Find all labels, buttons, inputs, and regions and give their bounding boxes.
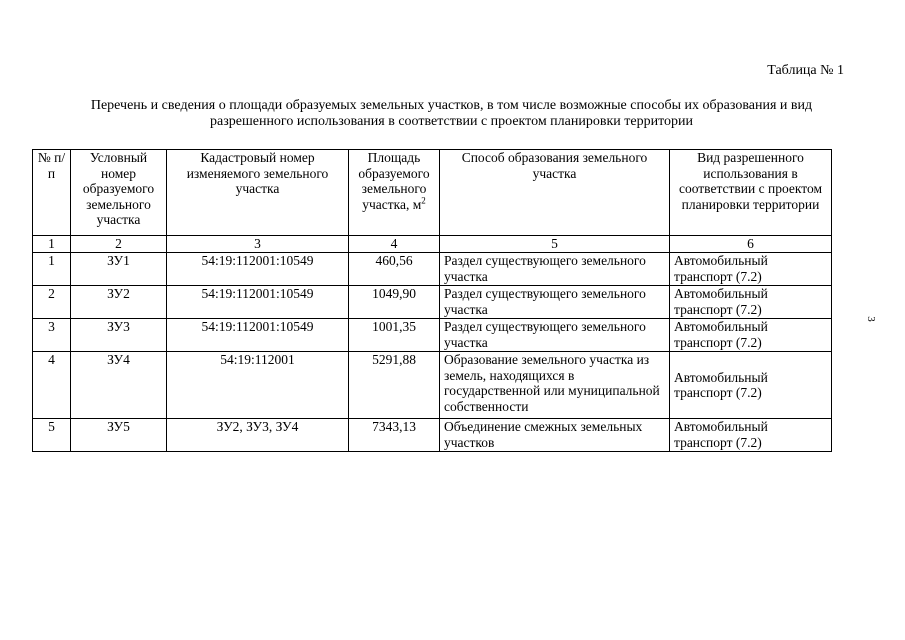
- table-row: [33, 286, 832, 319]
- plot-id: ЗУ1: [71, 253, 167, 286]
- cadastral-number: 54:19:112001:10549: [167, 253, 349, 286]
- formation-method: Раздел существующего земельного участка: [440, 319, 670, 352]
- plot-area: 7343,13: [349, 419, 440, 452]
- table-row: [33, 352, 832, 419]
- column-number: 3: [167, 236, 349, 253]
- header-permitted-use: Вид разрешенного использования в соответствии с проектом планировки территории: [670, 150, 832, 236]
- cadastral-number: ЗУ2, ЗУ3, ЗУ4: [167, 419, 349, 452]
- header-cadastral-number: Кадастровый номер изменяемого земельного участка: [167, 150, 349, 236]
- plot-area: 5291,88: [349, 352, 440, 419]
- plot-area: 460,56: [349, 253, 440, 286]
- row-number: 3: [33, 319, 71, 352]
- plot-id: ЗУ2: [71, 286, 167, 319]
- column-number: 6: [670, 236, 832, 253]
- formation-method: Раздел существующего земельного участка: [440, 253, 670, 286]
- column-number: 5: [440, 236, 670, 253]
- column-number: 2: [71, 236, 167, 253]
- table-row: [33, 253, 832, 286]
- formation-method: Объединение смежных земельных участков: [440, 419, 670, 452]
- plot-area: 1049,90: [349, 286, 440, 319]
- row-number: 5: [33, 419, 71, 452]
- column-number: 1: [33, 236, 71, 253]
- column-number-row: [33, 236, 832, 253]
- table-row: [33, 419, 832, 452]
- row-number: 2: [33, 286, 71, 319]
- header-area-text: Площадь образуемого земельного участка, м: [358, 150, 430, 212]
- formation-method: Образование земельного участка из земель, находящихся в государственной или муниципальной собственности: [440, 352, 670, 419]
- document-heading: [30, 98, 873, 130]
- permitted-use: Автомобильный транспорт (7.2): [670, 319, 832, 352]
- permitted-use: Автомобильный транспорт (7.2): [670, 253, 832, 286]
- row-number: 4: [33, 352, 71, 419]
- cadastral-number: 54:19:112001:10549: [167, 319, 349, 352]
- permitted-use: Автомобильный транспорт (7.2): [670, 419, 832, 452]
- column-number: 4: [349, 236, 440, 253]
- cadastral-number: 54:19:112001: [167, 352, 349, 419]
- table-caption: Таблица № 1: [767, 63, 844, 78]
- header-area-unit-power: 2: [421, 195, 426, 205]
- table-row: [33, 319, 832, 352]
- heading-line-2: разрешенного использования в соответствии с проектом планировки территории: [210, 114, 693, 129]
- plot-area: 1001,35: [349, 319, 440, 352]
- permitted-use: Автомобильный транспорт (7.2): [670, 286, 832, 319]
- header-area: [349, 150, 440, 236]
- permitted-use: Автомобильный транспорт (7.2): [670, 352, 832, 419]
- header-plot-id: Условный номер образуемого земельного участка: [71, 150, 167, 236]
- plot-id: ЗУ5: [71, 419, 167, 452]
- row-number: 1: [33, 253, 71, 286]
- header-number: № п/п: [33, 150, 71, 236]
- plot-id: ЗУ4: [71, 352, 167, 419]
- formation-method: Раздел существующего земельного участка: [440, 286, 670, 319]
- table-header-row: [33, 150, 832, 236]
- plot-id: ЗУ3: [71, 319, 167, 352]
- header-formation-method: Способ образования земельного участка: [440, 150, 670, 236]
- heading-line-1: Перечень и сведения о площади образуемых земельных участков, в том числе возможные способы их образования и вид: [90, 98, 813, 113]
- land-plots-table: [32, 149, 832, 452]
- cadastral-number: 54:19:112001:10549: [167, 286, 349, 319]
- page-number: 3: [864, 316, 877, 322]
